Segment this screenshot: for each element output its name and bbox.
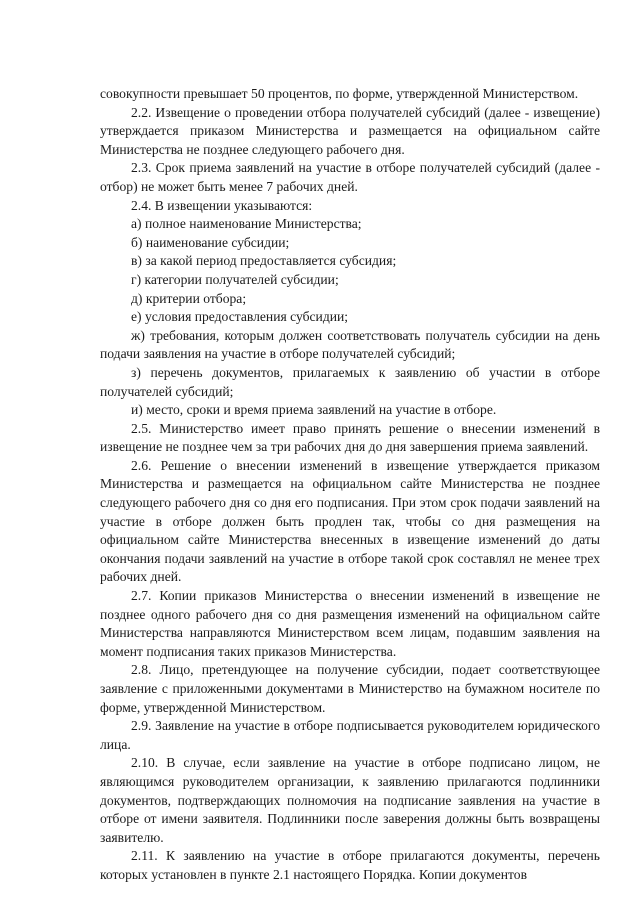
list-item-zh: ж) требования, которым должен соответствовать получатель субсидии на день подачи заявления на участие в отборе получателей субсидий;: [100, 327, 600, 362]
list-item-a: а) полное наименование Министерства;: [131, 216, 362, 232]
paragraph-2-10: 2.10. В случае, если заявление на участие в отборе подписано лицом, не являющимся руководителем организации, к заявлению прилагаются подлинники документов, подтверждающих полномочия на подписание заявления на участие в отборе от имени заявителя. Подлинники после заверения должны быть возвращены заявителю.: [100, 755, 600, 845]
list-item-e: е) условия предоставления субсидии;: [131, 309, 349, 325]
paragraph-2-9: 2.9. Заявление на участие в отборе подписывается руководителем юридического лица.: [100, 718, 600, 752]
paragraph-2-7: 2.7. Копии приказов Министерства о внесении изменений в извещение не позднее одного рабочего дня со дня размещения изменений на официальном сайте Министерства направляются Министерством всем лицам, подавшим заявления на момент подписания таких приказов Министерства.: [100, 588, 600, 659]
paragraph-2-5: 2.5. Министерство имеет право принять решение о внесении изменений в извещение не позднее чем за три рабочих дня до дня завершения приема заявлений.: [100, 420, 600, 455]
list-item-v: в) за какой период предоставляется субсидия;: [131, 253, 397, 269]
paragraph-continuation: совокупности превышает 50 процентов, по форме, утвержденной Министерством.: [100, 86, 579, 101]
paragraph-2-6: 2.6. Решение о внесении изменений в извещение утверждается приказом Министерства и размещается на официальном сайте Министерства не позднее следующего рабочего дня со дня его подписания. При этом срок подачи заявлений на участие в отборе должен быть продлен так, чтобы со дня размещения на официальном сайте Министерства внесенных в извещение изменений до даты окончания подачи заявлений на участие в отборе такой срок составлял не менее трех рабочих дней.: [100, 457, 600, 585]
paragraph-2-4: 2.4. В извещении указываются:: [131, 197, 313, 213]
paragraph-2-11: 2.11. К заявлению на участие в отборе прилагаются документы, перечень которых установлен в пункте 2.1 настоящего Порядка. Копии документов: [100, 848, 600, 882]
document-page: [100, 85, 600, 885]
list-item-z: з) перечень документов, прилагаемых к заявлению об участии в отборе получателей субсидий;: [100, 364, 600, 399]
paragraph-2-8: 2.8. Лицо, претендующее на получение субсидии, подает соответствующее заявление с приложенными документами в Министерство на бумажном носителе по форме, утвержденной Министерством.: [100, 662, 600, 715]
list-item-i: и) место, сроки и время приема заявлений на участие в отборе.: [131, 402, 497, 418]
list-item-b: б) наименование субсидии;: [131, 234, 290, 250]
list-item-d: д) критерии отбора;: [131, 290, 247, 306]
paragraph-2-2: 2.2. Извещение о проведении отбора получателей субсидий (далее - извещение) утверждается приказом Министерства и размещается на официальном сайте Министерства не позднее следующего рабочего дня.: [100, 104, 600, 157]
list-item-g: г) категории получателей субсидии;: [131, 271, 339, 287]
paragraph-2-3: 2.3. Срок приема заявлений на участие в отборе получателей субсидий (далее - отбор) не может быть менее 7 рабочих дней.: [100, 160, 600, 194]
